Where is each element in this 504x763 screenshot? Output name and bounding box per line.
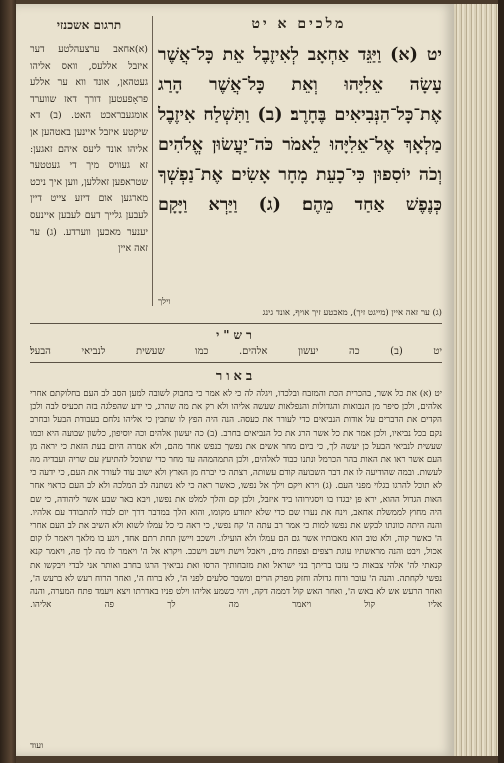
targum-footnote: (ג) ער זאה איין (מייגט זיך), מאכטע זיך אויף, אונד גינג [262,308,442,318]
rule-top-biur [30,362,442,363]
targum-heading: תרגום אשכנזי [56,18,122,32]
targum-column: (א)אחאב ערצעהלטע דער איזבל אללעס, וואס אליהו געטהאן, אונד ווא ער אללע פראָפעטען דורך דאז שווערד אומגעבראכט האט. (ב) דא שיקטע איזבל איינען באטהען אן אליהו אונד ליעס איהם זאגען: זא געוויס מיך די געטטער שטראפען זאללען, ווען איך ניכט מארגען אום דיזע צייט דיין לעבען גלייך דעם לעבען איינעס יענער מאכען ווערדע. (ג) ער זאה איין [30,44,148,255]
book-cover-edge [498,0,504,763]
rashi-text: יט (ב) כה יעשון אלהים. כמו שעשית לנביאי הבעל׃ [30,346,442,357]
catchword-main: וילך [158,297,171,307]
biblical-text: יט (א) וַיַּגֵּד אַחְאָב לְאִיזֶבֶל אֵת כָּל־אֲשֶׁר עָשָׂה אֵלִיָּהוּ וְאֵת כָּל־אֲשֶׁר הָרַג אֶת־כָּל־הַנְּבִיאִים בֶּחָרֶב׃ (ב) וַתִּשְׁלַח אִיזֶבֶל מַלְאָךְ אֶל־אֵלִיָּהוּ לֵאמֹר כֹּה־יַעֲשׂוּן אֱלֹהִים וְכֹה יוֹסִפוּן כִּי־כָעֵת מָחָר אָשִׂים אֶת־נַפְשְׁךָ כְּנֶפֶשׁ אַחַד מֵהֶם׃ (ג) וַיַּרְא וַיָּקָם [158,45,442,215]
column-divider [152,16,153,306]
book-page [16,4,454,756]
running-header: מלכים א יט [251,16,347,32]
book-spine-left [0,0,16,763]
biur-heading: באור [215,369,257,384]
biur-text: יט (א) את כל אשר, בהכרית הכת והמזבח ובלכדו, ויגלה לה כי לא אמר כי בחבוק לשובה למען הסב לב העם בחלוקתם אחרי אלהים, ולכן סיפר מן הנבואות והגדולות והנפלאות שעשה אליהו ולא רק את מה שהרג, כי ידע שהפלגה בזה תכעיס לבה ולכן הקדים את הדברים על אודות הנביאים כדי לעורר את כעסה. הנה היה הפץ לו שתבין כי אליהו נלחם בעבודת הבעל ובחרב נקם בכל נביאיו, ולכן אמר את כל אשר הרג את כל הנביאים בחרב. (ב) כה יעשון אלהים וכה יוסיפון, כלשון שבועה היא וכמו שעשית לנביאי הבעל כן יעשה לך, כי ביום מחר אשים את נפשך כנפש אחד מהם, ולא אמרה היום בעת הזאת כי יראה מן העם אשר ראו את האות בהר הכרמל ונתנו כבוד לאלהים, ולכן התמהמהה עד מחר כדי שתוכל להתיעץ עם שריה ועבדיה מה לעשות. ובמה שהודיעה לו את דבר השבועה קודם עשותה, רצתה כי יברח מן הארץ ולא ישוב עוד לעורר את העם, כי ידעה כי לא תוכל להרגו בגלוי מפני העם. (ג) וירא ויקם וילך אל נפשו, כאשר ראה כי לא נשתנה לב המלכה ולא לב העם כראוי אחר האות הגדול ההוא, ירא פן יבגדו בו ויסגירוהו ביד איזבל, ולכן קם והלך למלט את נפשו, ויבא באר שבע אשר ליהודה, כי שם היה מחוץ לממשלת אחאב, וינח את נערו שם כדי שלא יתודע מקומו, והוא הלך במדבר דרך יום לבדו להתבודד עם אלהיו. והנה היתה כוונתו לבקש את נפשו למות כי אמר רב עתה ה' קח נפשי, כי ראה כי כל עמלו לשוא ולא השיב את לב העם אחרי ה' כאשר קוה, ולא טוב הוא מאבותיו אשר גם הם עמלו ולא הועילו. וישכב ויישן תחת רתם אחד, ויגע בו מלאך ויאמר לו קום אכול, ויבט והנה מראשתיו עוגת רצפים וצפחת מים, ויאכל וישת וישב וישכב. ויקרא אל ה' ויאמר לו מה לך פה, ויאמר קנא קנאתי לה' אלהי צבאות כי עזבו בריתך בני ישראל ואת מזבחותיך הרסו ואת נביאיך הרגו בחרב ואותר אני לבדי ויבקשו את נפשי לקחתה. והנה ה' עובר ורוח גדולה וחזק מפרק הרים ומשבר סלעים לפני ה', לא ברוח ה', ואחר הרוח רעש לא ברעש ה', ואחר הרעש אש לא באש ה', ואחר האש קול דממה דקה, ויהי כשמע אליהו וילט פניו באדרתו ויצא ויעמד פתח המערה, והנה אליו קול ויאמר מה לך פה אליהו. [30,389,442,611]
catchword-biur: ועוד [30,741,44,751]
page-edges [454,4,498,756]
rashi-heading: רש"י [216,328,256,342]
rule-top-rashi [30,323,442,324]
